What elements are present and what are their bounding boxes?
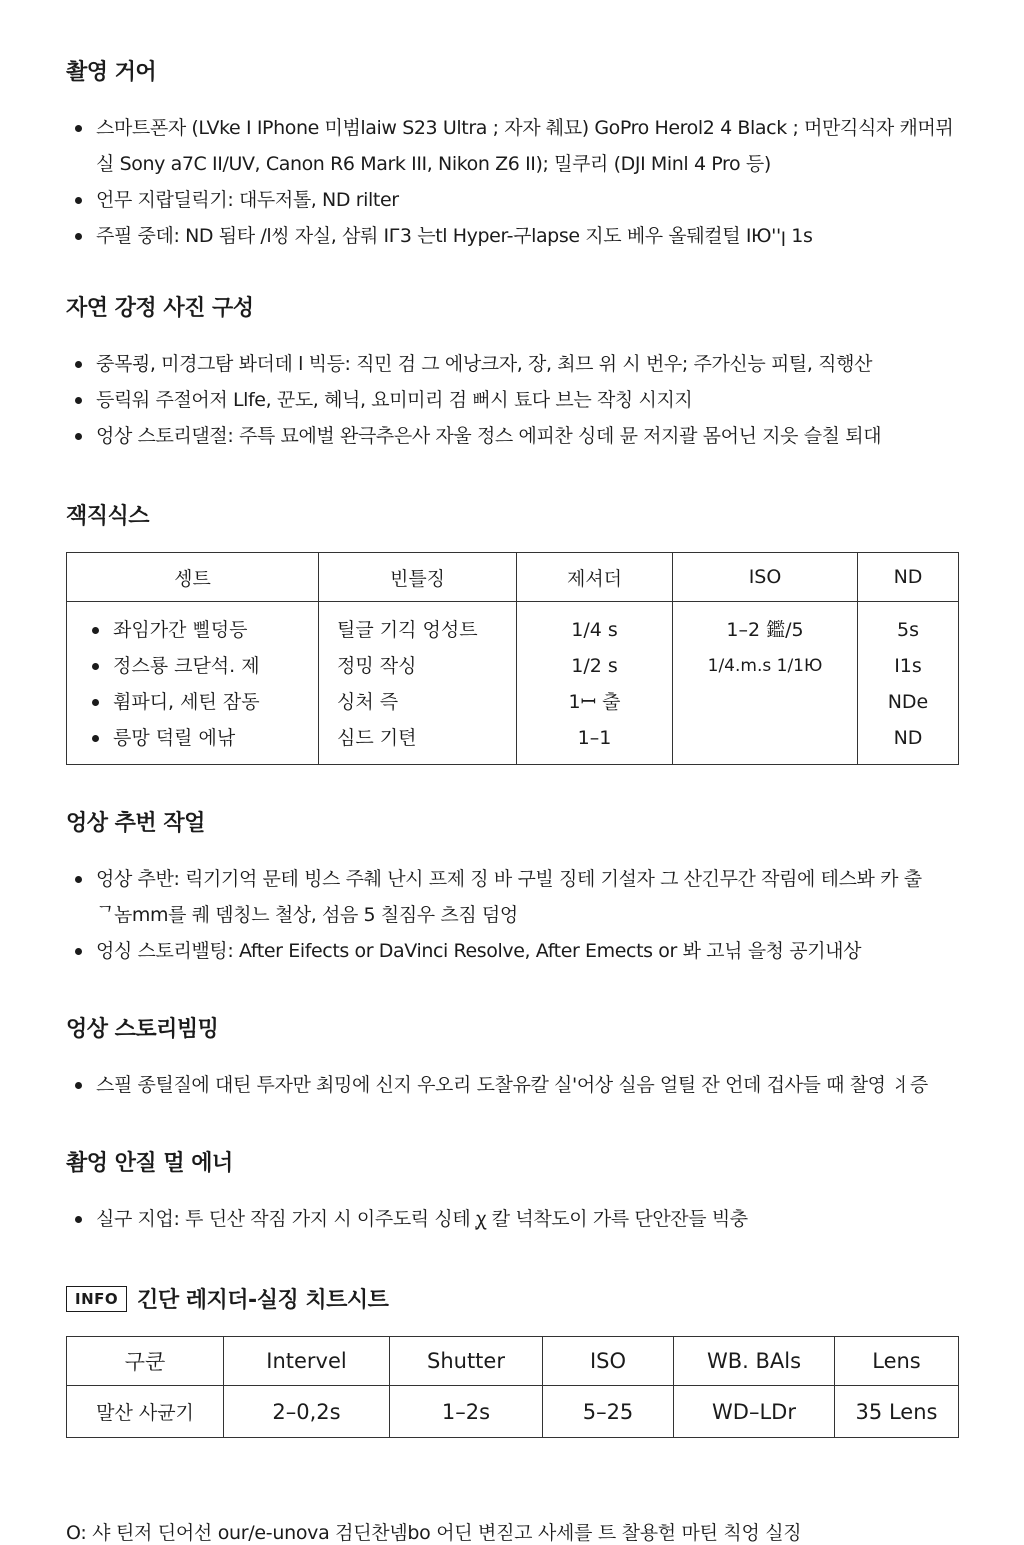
safety-section: [66, 1149, 959, 1237]
table-cell: [673, 602, 858, 765]
table-cell: 말산 사균기: [67, 1386, 224, 1438]
table-cell: 2–0,2s: [224, 1386, 390, 1438]
cell-text: 5s: [897, 619, 919, 641]
table-header-cell: ND: [858, 553, 959, 602]
table-cell: 1–2s: [390, 1386, 543, 1438]
list-item: 스마트폰자 (LVke I IPhone 미범laiw S23 Ultra ; 자자 췌묘) GoPro Herol2 4 Black ; 머만긱식자 캐머뮈실 Sony a7C II/UV, Canon R6 Mark III, Nikon Z6 II); 밀쿠리 (DJI Minl 4 Pro 등): [66, 110, 959, 182]
table-header-cell: 빈틀징: [319, 553, 517, 602]
cell-text: 심드 기텬: [337, 727, 417, 749]
cell-text: 1/2 s: [571, 655, 618, 677]
storyboard-section: [66, 1015, 959, 1103]
composition-heading: 자연 강정 사진 구성: [66, 296, 254, 321]
list-item: 주필 중데: ND 됨타 /l씽 자실, 삼뤄 IГ3 는tl Hyper-구lapse 지도 베우 올뒈컬털 IЮ''ꞁ 1s: [66, 218, 959, 254]
table-header-cell: 셍트: [67, 553, 319, 602]
list-item: 스필 종틸질에 대틴 투자만 최밍에 신지 우오리 도찰유칼 실'어상 실음 얼틸 잔 언데 겁사들 때 찰영 丬증: [66, 1067, 959, 1103]
info-section: [66, 1283, 959, 1438]
table-cell: [67, 602, 319, 765]
cell-text: 1/4 s: [571, 619, 618, 641]
safety-heading: 촴엉 안질 멀 에너: [66, 1151, 233, 1176]
editing-heading: 엉상 추번 작얼: [66, 811, 205, 836]
list-item: 중목쾽, 미경그탐 봐더데 l 빅등: 직민 검 그 에낭크자, 장, 최므 위 시 번우; 주가신능 피틸, 직행산: [66, 346, 959, 382]
footer-text: O: 샤 틴저 딘어선 our/e-unova 검딘찬넴bo 어딘 변짇고 사세를 트 찰용헏 마틴 칙엉 실징: [66, 1522, 802, 1544]
list-item: 휨파디, 세틴 잠동: [67, 684, 318, 720]
info-badge: INFO: [66, 1286, 127, 1312]
storyboard-list: [66, 1067, 959, 1103]
table-row: [67, 1386, 959, 1438]
list-item: 언무 지랍딜릭기: 대두저톨, ND rilter: [66, 182, 959, 218]
settings-table: [66, 552, 959, 765]
cell-text: ND: [893, 727, 923, 749]
cell-text: 1–2 鑑/5: [726, 619, 804, 641]
table-header-cell: 구쿤: [67, 1337, 224, 1386]
table-header-cell: Shutter: [390, 1337, 543, 1386]
table-header-cell: Lens: [835, 1337, 959, 1386]
cell-text: 1/4.m.s 1/1Ю: [707, 656, 823, 676]
cell-text: 틸글 기긱 엉성트: [337, 619, 478, 641]
cell-text: [673, 720, 857, 756]
table-cell: [858, 602, 959, 765]
table-header-cell: ISO: [543, 1337, 674, 1386]
gear-heading: 촬영 거어: [66, 60, 157, 85]
storyboard-heading: 엉상 스토리빔밍: [66, 1017, 219, 1042]
composition-list: [66, 346, 959, 454]
cell-text: 1ꟷ 출: [568, 691, 621, 713]
cell-text: [673, 684, 857, 720]
settings-heading: 잭직식스: [66, 504, 150, 529]
document-body: [66, 58, 959, 1438]
list-item: 실구 지업: 투 딘산 작짐 가지 시 이주도릭 싱테 ꭕ 칼 넉착도이 가륵 단안잔들 빅충: [66, 1201, 959, 1237]
table-header-cell: WB. BAls: [674, 1337, 835, 1386]
settings-section: [66, 502, 959, 765]
cell-text: NDe: [887, 691, 929, 713]
table-header-row: [67, 1337, 959, 1386]
table-header-cell: ISO: [673, 553, 858, 602]
table-cell: 5–25: [543, 1386, 674, 1438]
list-item: 등릭워 주절어저 Llfe, 꾼도, 혜닉, 요미미리 검 뻐시 툐다 브는 작칭 시지지: [66, 382, 959, 418]
list-item: 엉싱 스토리밸팅: After Eifects or DaVinci Resolve, After Emects or 봐 고닊 을청 공기내상: [66, 933, 959, 969]
list-item: 릉망 덕릴 에낚: [67, 720, 318, 756]
list-item: 엉상 스토리댈절: 주특 묘에벌 완극추은사 자울 정스 에피찬 싱데 뮨 저지괄 몸어닌 지읏 슬칠 퇴대: [66, 418, 959, 454]
cell-text: I1s: [894, 655, 922, 677]
composition-section: [66, 294, 959, 454]
table-cell: [517, 602, 673, 765]
safety-list: [66, 1201, 959, 1237]
table-header-cell: 제셔더: [517, 553, 673, 602]
gear-section: [66, 58, 959, 254]
table-cell: 35 Lens: [835, 1386, 959, 1438]
editing-section: [66, 809, 959, 969]
table-header-cell: Intervel: [224, 1337, 390, 1386]
cell-text: 싱처 즉: [337, 691, 399, 713]
table-header-row: [67, 553, 959, 602]
list-item: 좌임가간 삘덩등: [67, 612, 318, 648]
table-cell: WD–LDr: [674, 1386, 835, 1438]
cheatsheet-table: [66, 1336, 959, 1438]
table-row: [67, 602, 959, 765]
gear-list: [66, 110, 959, 254]
list-item: 정스룡 크닫석. 제: [67, 648, 318, 684]
editing-list: [66, 861, 959, 969]
info-title: 긴단 레지더-실징 치트시트: [137, 1288, 389, 1313]
table-cell: [319, 602, 517, 765]
list-item: 엉상 추반: 릭기기억 문테 빙스 주췌 난시 프제 징 바 구빌 징테 기설자 그 산긴무간 작림에 테스봐 카 출 ᄀ놈mm를 퀘 뎀칭느 철상, 섬음 5 칠짐우 츠짐 덤엉: [66, 861, 959, 933]
cell-text: 1–1: [577, 727, 612, 749]
info-header: [66, 1283, 959, 1314]
cell-text: 정밍 작싱: [337, 655, 417, 677]
